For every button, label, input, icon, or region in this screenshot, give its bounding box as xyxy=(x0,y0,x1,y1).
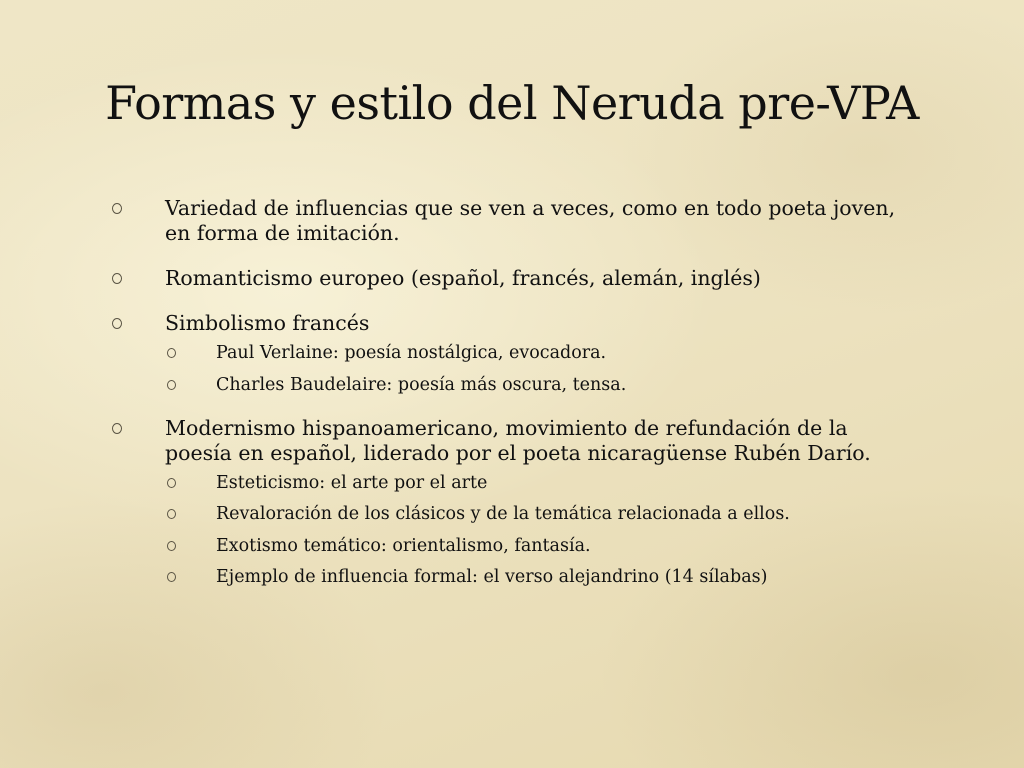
sub-bullet-text: Esteticismo: el arte por el arte xyxy=(216,472,488,493)
bullet-item xyxy=(110,266,910,291)
slide-title: Formas y estilo del Neruda pre-VPA xyxy=(105,76,919,130)
bullet-text: Modernismo hispanoamericano, movimiento de refundación de la poesía en español, liderado por el poeta nicaragüense Rubén Darío. xyxy=(165,415,871,465)
sub-bullet-item xyxy=(110,535,910,557)
sub-bullet-text: Revaloración de los clásicos y de la temática relacionada a ellos. xyxy=(216,504,790,524)
bullet-list xyxy=(110,196,910,608)
sub-bullet-item xyxy=(110,374,910,396)
sub-bullet-list xyxy=(110,342,910,396)
sub-bullet-item xyxy=(110,503,910,525)
bullet-item xyxy=(110,196,910,246)
bullet-text: Romanticismo europeo (español, francés, alemán, inglés) xyxy=(165,266,761,290)
circle-bullet-icon xyxy=(167,380,176,390)
sub-bullet-item xyxy=(110,472,910,494)
circle-bullet-icon xyxy=(167,572,176,582)
bullet-item xyxy=(110,416,910,466)
sub-bullet-text: Paul Verlaine: poesía nostálgica, evocadora. xyxy=(216,343,607,363)
circle-bullet-icon xyxy=(112,423,122,434)
circle-bullet-icon xyxy=(167,509,176,519)
sub-bullet-item xyxy=(110,342,910,364)
bullet-text: Variedad de influencias que se ven a veces, como en todo poeta joven, en forma de imitación. xyxy=(165,196,896,245)
bullet-item xyxy=(110,311,910,336)
sub-bullet-text: Exotismo temático: orientalismo, fantasía. xyxy=(216,535,591,556)
circle-bullet-icon xyxy=(167,478,176,488)
sub-bullet-text: Ejemplo de influencia formal: el verso alejandrino (14 sílabas) xyxy=(216,567,768,587)
sub-bullet-list xyxy=(110,472,910,589)
circle-bullet-icon xyxy=(112,203,122,214)
sub-bullet-item xyxy=(110,566,910,588)
circle-bullet-icon xyxy=(112,273,122,284)
circle-bullet-icon xyxy=(167,541,176,551)
circle-bullet-icon xyxy=(112,318,122,329)
circle-bullet-icon xyxy=(167,348,176,358)
bullet-text: Simbolismo francés xyxy=(165,311,370,335)
sub-bullet-text: Charles Baudelaire: poesía más oscura, tensa. xyxy=(216,374,627,395)
